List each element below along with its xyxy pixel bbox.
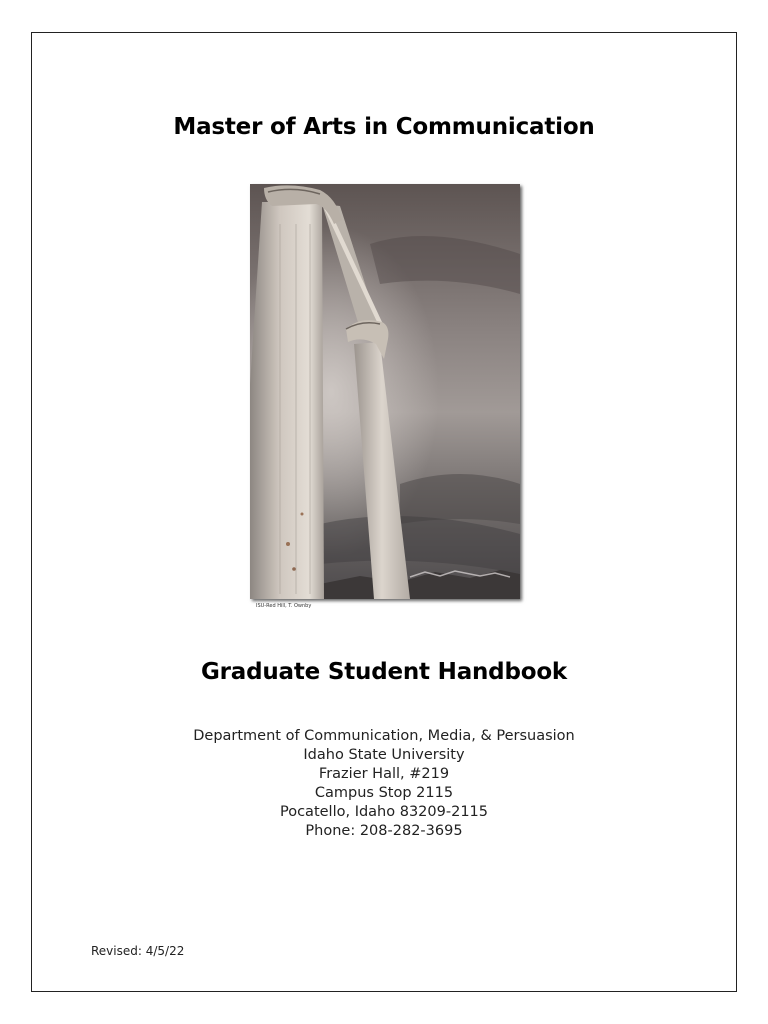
address-line: Phone: 208-282-3695 xyxy=(305,823,463,839)
address-line: Pocatello, Idaho 83209-2115 xyxy=(279,804,488,820)
document-subtitle: Graduate Student Handbook xyxy=(200,659,568,685)
image-caption: ISU-Red Hill, T. Ownby xyxy=(256,603,312,609)
department-address xyxy=(0,727,768,841)
document-title: Master of Arts in Communication xyxy=(173,114,595,140)
address-line: Campus Stop 2115 xyxy=(314,785,454,801)
columns-photo xyxy=(250,184,520,599)
address-line: Frazier Hall, #219 xyxy=(318,766,450,782)
address-line: Department of Communication, Media, & Persuasion xyxy=(193,728,575,744)
address-line: Idaho State University xyxy=(303,747,465,763)
cover-photo xyxy=(250,184,520,599)
revised-date: Revised: 4/5/22 xyxy=(91,944,185,958)
